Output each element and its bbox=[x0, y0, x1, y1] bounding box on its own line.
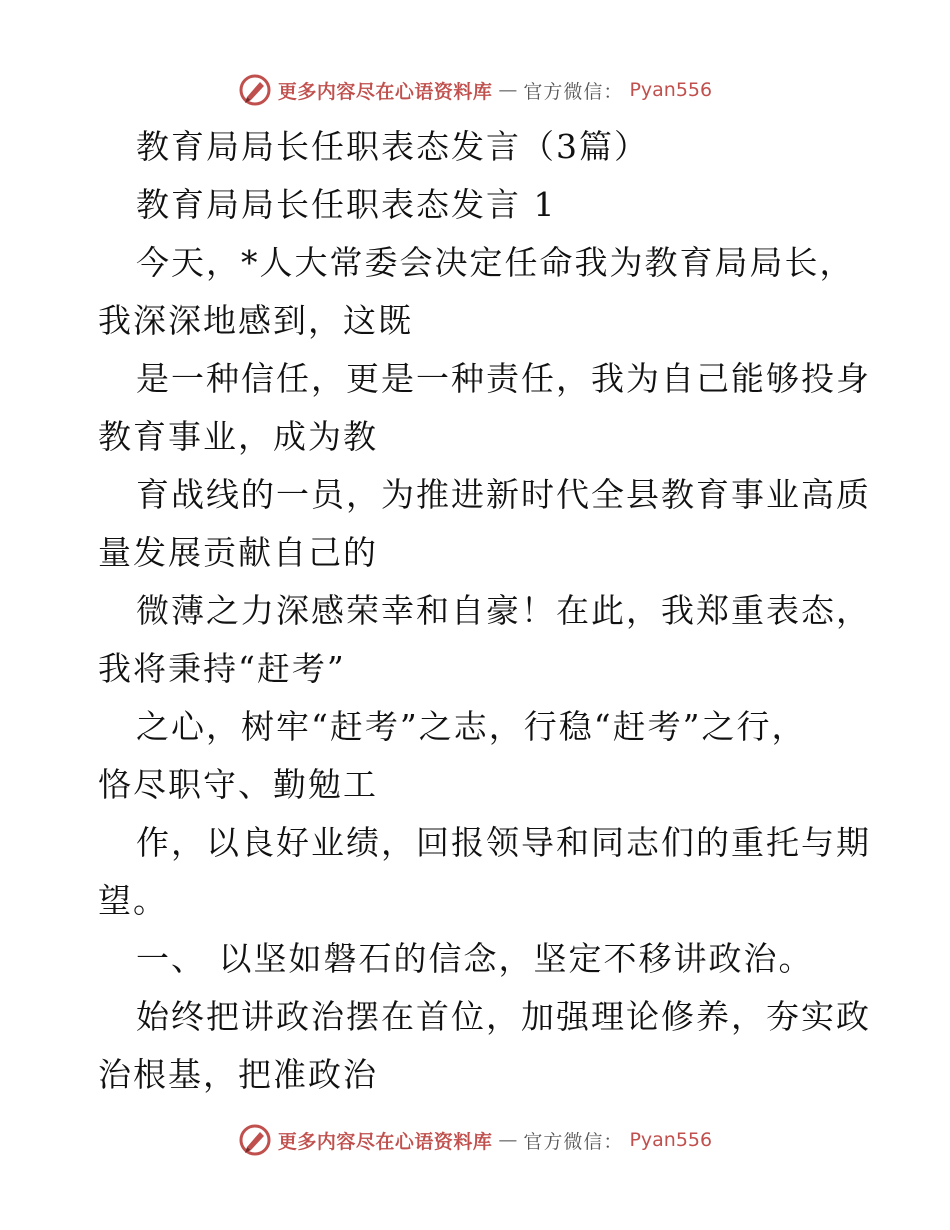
paragraph-line: 望。 bbox=[98, 881, 168, 920]
footer-wechat-label: 官方微信： bbox=[523, 1130, 624, 1153]
paragraph-line: 是一种信任，更是一种责任，我为自己能够投身 bbox=[136, 359, 871, 398]
header-banner bbox=[0, 70, 950, 110]
paragraph-line: 始终把讲政治摆在首位，加强理论修养，夯实政 bbox=[136, 997, 871, 1036]
paragraph-line: 我深深地感到，这既 bbox=[98, 301, 413, 340]
paragraph-line: 微薄之力深感荣幸和自豪！在此，我郑重表态， bbox=[136, 591, 871, 630]
paragraph-line: 作，以良好业绩，回报领导和同志们的重托与期 bbox=[136, 823, 871, 862]
footer-banner bbox=[0, 1120, 950, 1160]
footer-separator: — bbox=[498, 1129, 518, 1151]
document-body bbox=[98, 118, 871, 1104]
paragraph-line: 量发展贡献自己的 bbox=[98, 533, 378, 572]
pen-logo-icon bbox=[238, 1123, 272, 1157]
footer-brand-text: 更多内容尽在心语资料库 bbox=[277, 1130, 493, 1153]
header-brand-text: 更多内容尽在心语资料库 bbox=[277, 80, 493, 103]
document-subtitle: 教育局局长任职表态发言 1 bbox=[136, 185, 557, 224]
paragraph-line: 治根基，把准政治 bbox=[98, 1055, 378, 1094]
footer-wechat-id: Pyan556 bbox=[629, 1129, 713, 1151]
document-title: 教育局局长任职表态发言（3篇） bbox=[136, 127, 649, 166]
paragraph-line: 之心，树牢“赶考”之志，行稳“赶考”之行， bbox=[136, 707, 807, 746]
header-wechat-id: Pyan556 bbox=[629, 79, 713, 101]
header-separator: — bbox=[498, 79, 518, 101]
paragraph-line: 恪尽职守、勤勉工 bbox=[98, 765, 378, 804]
pen-logo-icon bbox=[238, 73, 272, 107]
paragraph-line: 今天，*人大常委会决定任命我为教育局局长， bbox=[136, 243, 855, 282]
paragraph-line: 育战线的一员，为推进新时代全县教育事业高质 bbox=[136, 475, 871, 514]
paragraph-line: 我将秉持“赶考” bbox=[98, 649, 346, 688]
paragraph-line: 教育事业，成为教 bbox=[98, 417, 378, 456]
section-heading: 一、 以坚如磐石的信念，坚定不移讲政治。 bbox=[136, 939, 814, 978]
header-wechat-label: 官方微信： bbox=[523, 80, 624, 103]
